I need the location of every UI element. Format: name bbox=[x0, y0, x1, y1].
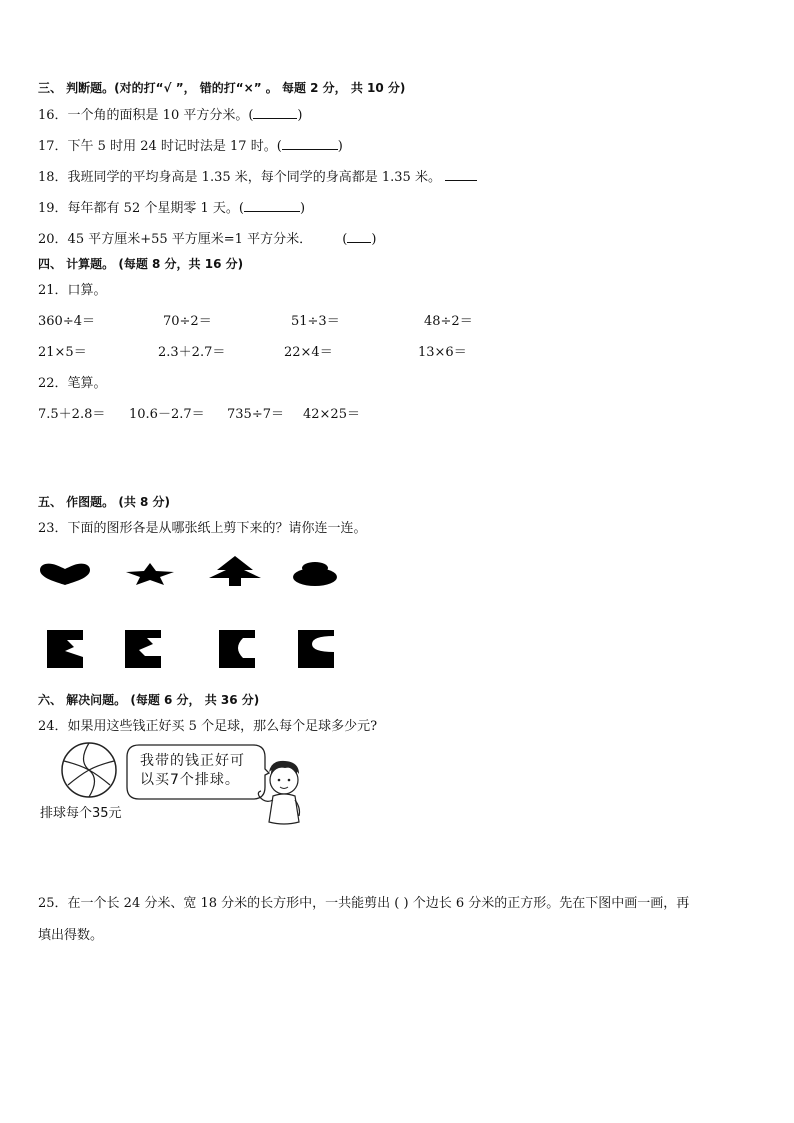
question-16 bbox=[38, 106, 303, 124]
section6-heading: 六、 解决问题。 (每题 6 分， 共 36 分) bbox=[38, 693, 260, 707]
section4-heading: 四、 计算题。 (每题 8 分，共 16 分) bbox=[38, 257, 244, 271]
answer-blank-17[interactable] bbox=[282, 137, 338, 150]
question-16-close: ) bbox=[297, 108, 303, 123]
oral-calc-4: 48÷2＝ bbox=[424, 314, 473, 329]
question-24: 24．如果用这些钱正好买 5 个足球，那么每个足球多少元? bbox=[38, 719, 378, 734]
boy-figure bbox=[255, 758, 313, 826]
question-18 bbox=[38, 168, 477, 186]
question-22: 22．笔算。 bbox=[38, 376, 107, 391]
volleyball-price-caption: 排球每个35元 bbox=[40, 806, 122, 821]
question-19-close: ) bbox=[299, 201, 306, 216]
bubble-line-2: 以买7个排球。 bbox=[140, 772, 240, 788]
question-20-text: 20．45 平方厘米+55 平方厘米=1 平方分米． bbox=[38, 232, 313, 247]
volleyball-icon bbox=[60, 741, 118, 799]
section5-heading: 五、 作图题。 (共 8 分) bbox=[38, 495, 171, 509]
question-21: 21．口算。 bbox=[38, 283, 107, 298]
paper-with-triangle-notch[interactable] bbox=[125, 630, 161, 668]
question-18-text: 18．我班同学的平均身高是 1.35 米，每个同学的身高都是 1.35 米。 bbox=[38, 170, 441, 185]
question-20 bbox=[38, 230, 376, 248]
written-calc-2: 10.6－2.7＝ bbox=[129, 407, 205, 422]
oral-calc-1: 360÷4＝ bbox=[38, 314, 95, 329]
answer-blank-18[interactable] bbox=[445, 168, 477, 181]
written-calc-3: 735÷7＝ bbox=[227, 407, 284, 422]
bubble-line-1: 我带的钱正好可 bbox=[140, 753, 245, 769]
oral-calc-6: 2.3＋2.7＝ bbox=[158, 345, 226, 360]
answer-blank-19[interactable] bbox=[244, 199, 300, 212]
question-20-open: ( bbox=[342, 232, 348, 247]
question-19-text: 19．每年都有 52 个星期零 1 天。( bbox=[38, 201, 244, 216]
ellipse-stack-shape[interactable] bbox=[291, 561, 339, 587]
star-shape[interactable] bbox=[125, 562, 175, 586]
question-20-close: ) bbox=[371, 232, 377, 247]
oral-calc-8: 13×6＝ bbox=[418, 345, 467, 360]
oral-calc-5: 21×5＝ bbox=[38, 345, 87, 360]
question-17 bbox=[38, 137, 343, 155]
paper-with-zigzag-notch[interactable] bbox=[47, 630, 83, 668]
section3-heading: 三、 判断题。(对的打“√ ”， 错的打“×” 。 每题 2 分， 共 10 分) bbox=[38, 81, 406, 95]
paper-with-wave-notch[interactable] bbox=[298, 630, 334, 668]
heart-shape[interactable] bbox=[38, 562, 92, 586]
paper-with-arc-notch[interactable] bbox=[219, 630, 255, 668]
oral-calc-3: 51÷3＝ bbox=[291, 314, 340, 329]
answer-blank-16[interactable] bbox=[253, 106, 297, 119]
question-25-line-2: 填出得数。 bbox=[38, 928, 104, 943]
question-16-text: 16．一个角的面积是 10 平方分米。( bbox=[38, 108, 254, 123]
oral-calc-7: 22×4＝ bbox=[284, 345, 333, 360]
question-23: 23．下面的图形各是从哪张纸上剪下来的？请你连一连。 bbox=[38, 521, 367, 536]
written-calc-1: 7.5＋2.8＝ bbox=[38, 407, 106, 422]
written-calc-4: 42×25＝ bbox=[303, 407, 360, 422]
question-19 bbox=[38, 199, 305, 217]
question-17-close: ) bbox=[337, 139, 343, 154]
question-17-text: 17．下午 5 时用 24 时记时法是 17 时。( bbox=[38, 139, 282, 154]
oral-calc-2: 70÷2＝ bbox=[163, 314, 212, 329]
question-25-line-1: 25．在一个长 24 分米、宽 18 分米的长方形中，一共能剪出 ( ) 个边长 6 分米的正方形。先在下图中画一画，再 bbox=[38, 896, 690, 911]
tree-arrow-shape[interactable] bbox=[208, 555, 262, 587]
answer-blank-20[interactable] bbox=[347, 230, 371, 243]
